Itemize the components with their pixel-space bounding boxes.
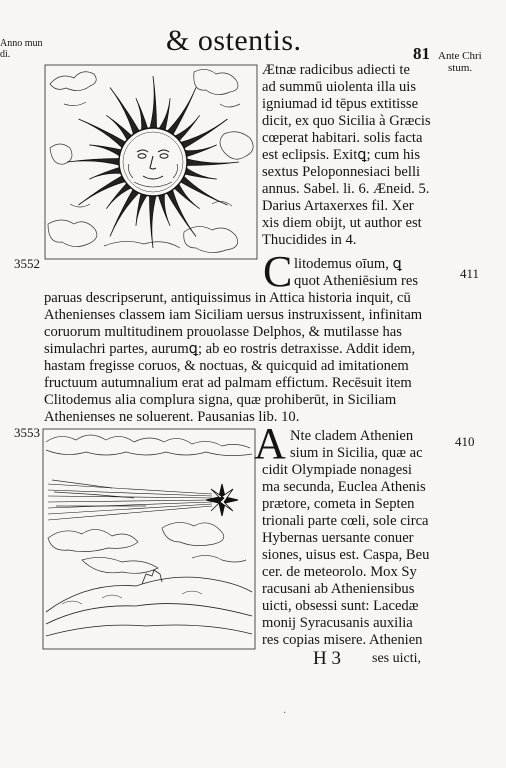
drop-cap: A — [254, 419, 286, 468]
text-line: sium in Sicilia, quæ ac — [290, 445, 423, 461]
sun-ray — [79, 175, 128, 205]
sun-ray — [166, 88, 196, 137]
text-line: dicit, ex quo Sicilia à Græcis — [262, 113, 431, 129]
sun-ray — [166, 188, 196, 237]
text-line: res copias misere. Athenien — [262, 632, 423, 648]
sun-ray — [158, 192, 170, 226]
sun-ray — [158, 98, 170, 132]
ink-speck: · — [283, 708, 287, 719]
signature-mark: H 3 — [313, 648, 341, 669]
sun-ray — [79, 119, 128, 149]
text-line: litodemus oīum, ꝗ — [294, 256, 402, 272]
text-line: ad summū uiolenta illa uis — [262, 79, 417, 95]
text-line: Nte cladem Athenien — [290, 428, 414, 444]
text-line: monij Syracusanis auxilia — [262, 615, 413, 631]
year-marker: 3553 — [14, 425, 40, 440]
sun-ray — [149, 76, 156, 130]
text-line: est eclipsis. Exitꝗ; cum his — [262, 147, 421, 163]
text-line: Athenienses classem iam Siciliam uersus instruxissent, infinitam — [44, 307, 423, 323]
text-line: paruas descripserunt, antiquissimus in Attica historia inquit, cū — [44, 290, 411, 306]
text-line: cœperat habitari. solis facta — [262, 130, 423, 146]
text-line: xis diem obijt, ut author est — [262, 215, 422, 231]
sun-ray — [185, 158, 239, 165]
year-marker: 3552 — [14, 256, 40, 271]
text-line: fructuum autumnalium erat ad palmam effictum. Recēsuit item — [44, 375, 412, 391]
sun-ray — [136, 98, 148, 132]
left-margin-note — [0, 38, 43, 60]
catchword: ses uicti, — [372, 651, 421, 666]
sun-ray — [136, 192, 148, 226]
text-line: prætore, cometa in Septen — [262, 496, 415, 512]
sun-ray — [110, 188, 140, 237]
text-line: annus. Sabel. li. 6. Æneid. 5. — [262, 181, 430, 197]
drop-cap: C — [263, 247, 293, 296]
text-line: quot Atheniēsium res — [294, 273, 419, 289]
text-line: Darius Artaxerxes fil. Xer — [262, 198, 414, 214]
text-line: Ætnæ radicibus adiecti te — [262, 62, 410, 78]
page-number: 81 — [413, 44, 430, 63]
text-line: ma secunda, Euclea Athenis — [262, 479, 426, 495]
sun-ray — [179, 175, 228, 205]
sun-ray — [89, 167, 123, 179]
text-line: igniumad id tēpus extitisse — [262, 96, 419, 112]
text-line: sextus Peloponnesiaci belli — [262, 164, 421, 180]
comet-woodcut — [42, 428, 256, 650]
text-line: uicti, obsessi sunt: Lacedæ — [262, 598, 419, 614]
sun-ray — [183, 167, 217, 179]
right-margin-note-line: Ante Chri — [438, 50, 482, 62]
bc-year-marker: 410 — [455, 434, 475, 449]
text-line: Hybernas uersante conuer — [262, 530, 414, 546]
text-line: trionali parte cœli, sole circa — [262, 513, 429, 529]
text-line: cidit Olympiade nonagesi — [262, 462, 412, 478]
sun-ray — [149, 194, 156, 248]
sun-ray — [67, 158, 121, 165]
sun-woodcut — [44, 64, 258, 260]
sun-ray — [183, 145, 217, 157]
text-line: racusani ab Atheniensibus — [262, 581, 415, 597]
left-margin-note-line: di. — [0, 49, 11, 60]
text-line: Thucidides in 4. — [262, 232, 357, 248]
right-margin-note-line: stum. — [448, 62, 473, 74]
text-line: cer. de meteorolo. Mox Sy — [262, 564, 417, 580]
sun-ray — [110, 88, 140, 137]
running-title: & ostentis. — [166, 24, 302, 57]
text-line: siones, uisus est. Caspa, Beu — [262, 547, 430, 563]
text-line: simulachri partes, aurumꝗ; ab eo rostris detraxisse. Addit idem, — [44, 341, 416, 357]
text-line: Athenienses ne soluerent. Pausanias lib. 10. — [44, 409, 300, 425]
left-margin-note-line: Anno mun — [0, 38, 43, 49]
text-line: Clitodemus alia complura signa, quæ prohiberūt, in Siciliam — [44, 392, 397, 408]
right-margin-note — [438, 50, 482, 74]
text-line: hastam fregisse coruos, & noctuas, & quicquid ad imitationem — [44, 358, 409, 374]
bc-year-marker: 411 — [460, 266, 480, 281]
text-line: coruorum multitudinem prouolasse Delphos, & mutilasse has — [44, 324, 402, 340]
sun-ray — [89, 145, 123, 157]
